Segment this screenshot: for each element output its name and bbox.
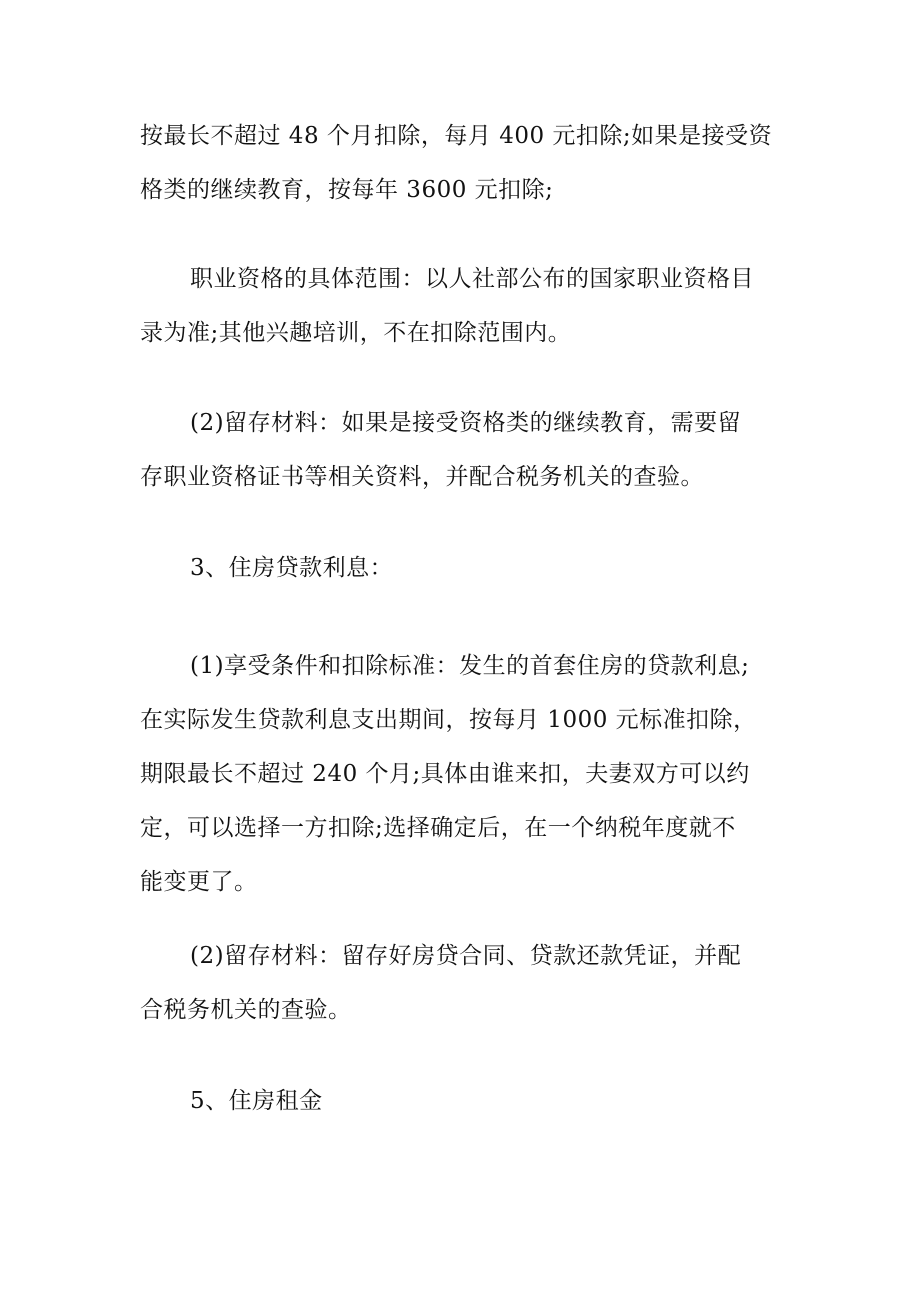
paragraph-line: (2)留存材料：如果是接受资格类的继续教育，需要留 [190, 410, 742, 436]
paragraph-line: 期限最长不超过 240 个月;具体由谁来扣，夫妻双方可以约 [140, 761, 750, 787]
paragraph-line: 能变更了。 [140, 869, 258, 895]
paragraph-line: 在实际发生贷款利息支出期间，按每月 1000 元标准扣除， [140, 707, 757, 733]
paragraph-2 [140, 252, 800, 360]
paragraph-line: (1)享受条件和扣除标准：发生的首套住房的贷款利息; [190, 653, 750, 679]
section-heading-housing-rent [140, 1074, 800, 1128]
paragraph-line: 合税务机关的查验。 [140, 997, 352, 1023]
section-heading-housing-loan-interest [140, 541, 800, 595]
paragraph-3 [140, 396, 800, 504]
section-heading-text: 5、住房租金 [190, 1088, 323, 1114]
paragraph-5 [140, 639, 800, 909]
paragraph-line: 存职业资格证书等相关资料，并配合税务机关的查验。 [140, 464, 704, 490]
paragraph-6 [140, 929, 800, 1037]
paragraph-line: (2)留存材料：留存好房贷合同、贷款还款凭证，并配 [190, 943, 742, 969]
paragraph-line: 职业资格的具体范围：以人社部公布的国家职业资格目 [190, 266, 754, 292]
paragraph-line: 定，可以选择一方扣除;选择确定后，在一个纳税年度就不 [140, 815, 736, 841]
paragraph-line: 格类的继续教育，按每年 3600 元扣除; [140, 177, 554, 203]
paragraph-line: 按最长不超过 48 个月扣除，每月 400 元扣除;如果是接受资 [140, 123, 773, 149]
section-heading-text: 3、住房贷款利息： [190, 555, 394, 581]
paragraph-line: 录为准;其他兴趣培训，不在扣除范围内。 [140, 320, 572, 346]
paragraph-1 [140, 109, 800, 217]
